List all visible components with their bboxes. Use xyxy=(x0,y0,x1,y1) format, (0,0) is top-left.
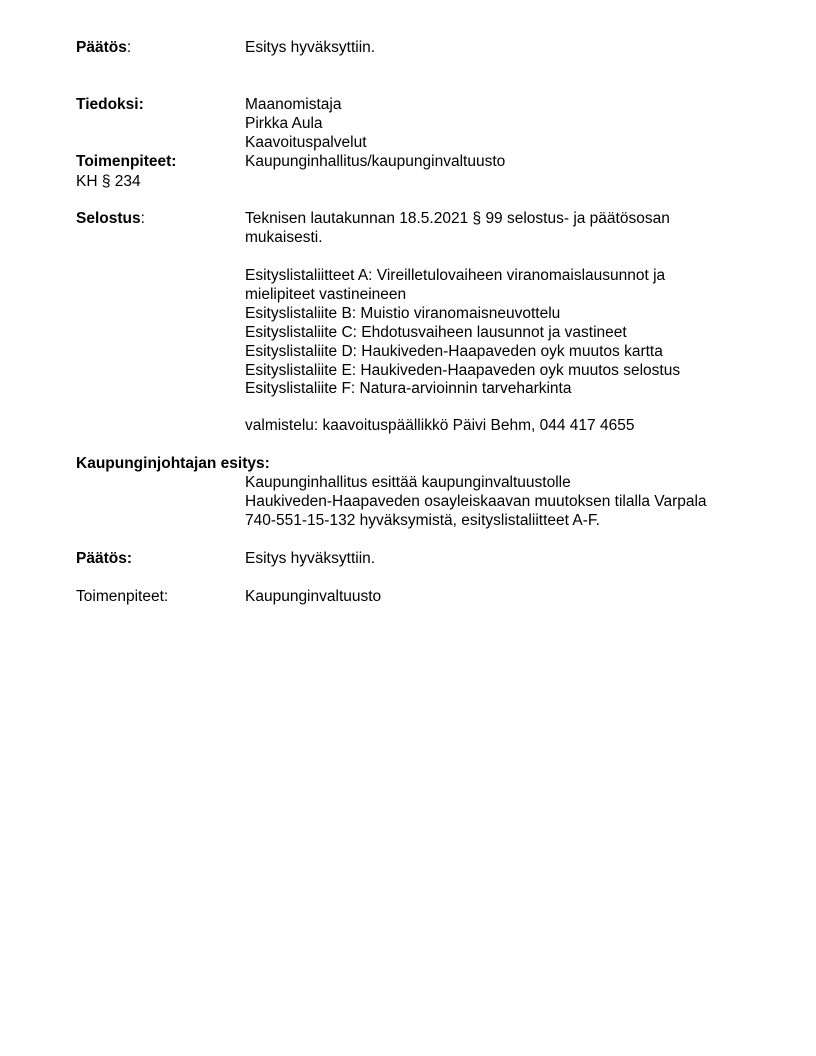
paatos-value: Esitys hyväksyttiin. xyxy=(245,550,376,567)
selostus-paragraph-line: mukaisesti. xyxy=(245,229,323,246)
attachment-line: mielipiteet vastineineen xyxy=(245,286,407,303)
toimenpiteet-value: Kaupunginvaltuusto xyxy=(245,588,382,605)
selostus-label-bold: Selostus xyxy=(76,210,141,227)
kh-reference: KH § 234 xyxy=(76,173,141,190)
esitys-line: 740-551-15-132 hyväksymistä, esityslistaliitteet A-F. xyxy=(245,512,600,529)
paatos-label xyxy=(76,38,131,57)
tiedoksi-recipient: Kaavoituspalvelut xyxy=(245,134,367,151)
attachment-line: Esityslistaliitteet A: Vireilletulovaiheen viranomaislausunnot ja xyxy=(245,267,666,284)
tiedoksi-recipient: Pirkka Aula xyxy=(245,115,323,132)
selostus-label xyxy=(76,209,145,228)
esitys-line: Kaupunginhallitus esittää kaupunginvaltuustolle xyxy=(245,474,571,491)
selostus-label-colon: : xyxy=(140,210,145,227)
selostus-paragraph-line: Teknisen lautakunnan 18.5.2021 § 99 selostus- ja päätösosan xyxy=(245,210,670,227)
paatos-label-colon: : xyxy=(126,39,132,56)
tiedoksi-recipient: Maanomistaja xyxy=(245,96,342,113)
esitys-line: Haukiveden-Haapaveden osayleiskaavan muutoksen tilalla Varpala xyxy=(245,493,707,510)
paatos-value: Esitys hyväksyttiin. xyxy=(245,39,376,56)
attachment-line: Esityslistaliite C: Ehdotusvaiheen lausunnot ja vastineet xyxy=(245,324,627,341)
attachment-line: Esityslistaliite B: Muistio viranomaisneuvottelu xyxy=(245,305,561,322)
paatos-label: Päätös: xyxy=(76,550,132,567)
prepared-by: valmistelu: kaavoituspäällikkö Päivi Behm, 044 417 4655 xyxy=(245,417,635,434)
attachment-line: Esityslistaliite E: Haukiveden-Haapaveden oyk muutos selostus xyxy=(245,362,681,379)
toimenpiteet-value: Kaupunginhallitus/kaupunginvaltuusto xyxy=(245,153,506,170)
toimenpiteet-label: Toimenpiteet: xyxy=(76,153,177,170)
kaupunginjohtajan-esitys-label: Kaupunginjohtajan esitys: xyxy=(76,455,270,472)
attachment-line: Esityslistaliite D: Haukiveden-Haapaveden oyk muutos kartta xyxy=(245,343,663,360)
toimenpiteet-label: Toimenpiteet: xyxy=(76,588,169,605)
attachment-line: Esityslistaliite F: Natura-arvioinnin tarveharkinta xyxy=(245,380,572,397)
tiedoksi-label: Tiedoksi: xyxy=(76,96,144,113)
paatos-label-bold: Päätös xyxy=(76,39,127,56)
